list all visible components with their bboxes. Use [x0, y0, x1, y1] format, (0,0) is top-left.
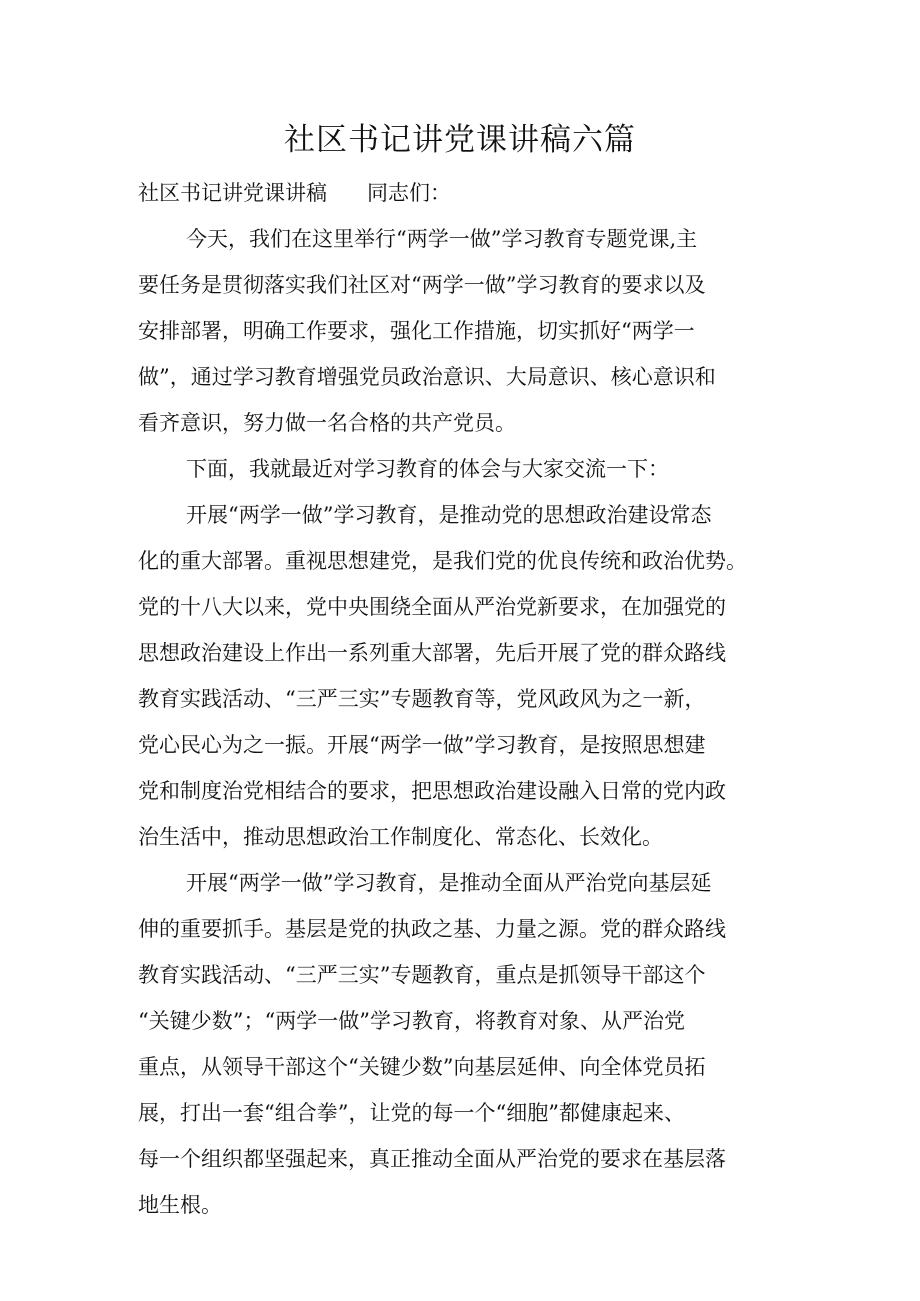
- subheading: 社区书记讲党课讲稿: [138, 181, 327, 205]
- paragraph-1-line-5: 看齐意识，努力做一名合格的共产党员。: [138, 411, 516, 435]
- paragraph-4-line-6: 展，打出一套“组合拳”，让党的每一个“细胞”都健康起来、: [138, 1101, 685, 1125]
- paragraph-4-line-4: “关键少数”；“两学一做”学习教育，将教育对象、从严治党: [138, 1009, 685, 1033]
- salutation: 同志们：: [367, 181, 451, 205]
- paragraph-1-line-2: 要任务是贯彻落实我们社区对“两学一做”学习教育的要求以及: [138, 273, 706, 297]
- paragraph-3-line-8: 治生活中，推动思想政治工作制度化、常态化、长效化。: [138, 825, 663, 849]
- paragraph-3-line-4: 思想政治建设上作出一系列重大部署，先后开展了党的群众路线: [138, 641, 726, 665]
- paragraph-3-line-1: 开展“两学一做”学习教育，是推动党的思想政治建设常态: [186, 503, 712, 527]
- subheading-line: [138, 170, 788, 216]
- paragraph-3-line-7: 党和制度治党相结合的要求，把思想政治建设融入日常的党内政: [138, 779, 726, 803]
- paragraph-3-line-2: 化的重大部署。重视思想建党，是我们党的优良传统和政治优势。: [138, 549, 747, 573]
- paragraph-4-line-3: 教育实践活动、“三严三实”专题教育，重点是抓领导干部这个: [138, 963, 706, 987]
- paragraph-4-line-2: 伸的重要抓手。基层是党的执政之基、力量之源。党的群众路线: [138, 917, 726, 941]
- paragraph-1-line-1: 今天，我们在这里举行“两学一做”学习教育专题党课,主: [186, 227, 698, 251]
- document-body: [138, 170, 788, 1228]
- paragraph-3-line-5: 教育实践活动、“三严三实”专题教育等，党风政风为之一新，: [138, 687, 706, 711]
- paragraph-1-line-3: 安排部署，明确工作要求，强化工作措施，切实抓好“两学一: [138, 319, 695, 343]
- paragraph-3-line-3: 党的十八大以来，党中央围绕全面从严治党新要求，在加强党的: [138, 595, 726, 619]
- paragraph-4-line-1: 开展“两学一做”学习教育，是推动全面从严治党向基层延: [186, 871, 712, 895]
- paragraph-4-line-8: 地生根。: [138, 1193, 222, 1217]
- paragraph-1-line-4: 做”，通过学习教育增强党员政治意识、大局意识、核心意识和: [138, 365, 716, 389]
- document-title: 社区书记讲党课讲稿六篇: [284, 122, 636, 158]
- paragraph-4-line-5: 重点，从领导干部这个“关键少数”向基层延伸、向全体党员拓: [138, 1055, 706, 1079]
- paragraph-2-line-1: 下面，我就最近对学习教育的体会与大家交流一下：: [186, 457, 669, 481]
- paragraph-4-line-7: 每一个组织都坚强起来，真正推动全面从严治党的要求在基层落: [138, 1147, 726, 1171]
- paragraph-3-line-6: 党心民心为之一振。开展“两学一做”学习教育，是按照思想建: [138, 733, 706, 757]
